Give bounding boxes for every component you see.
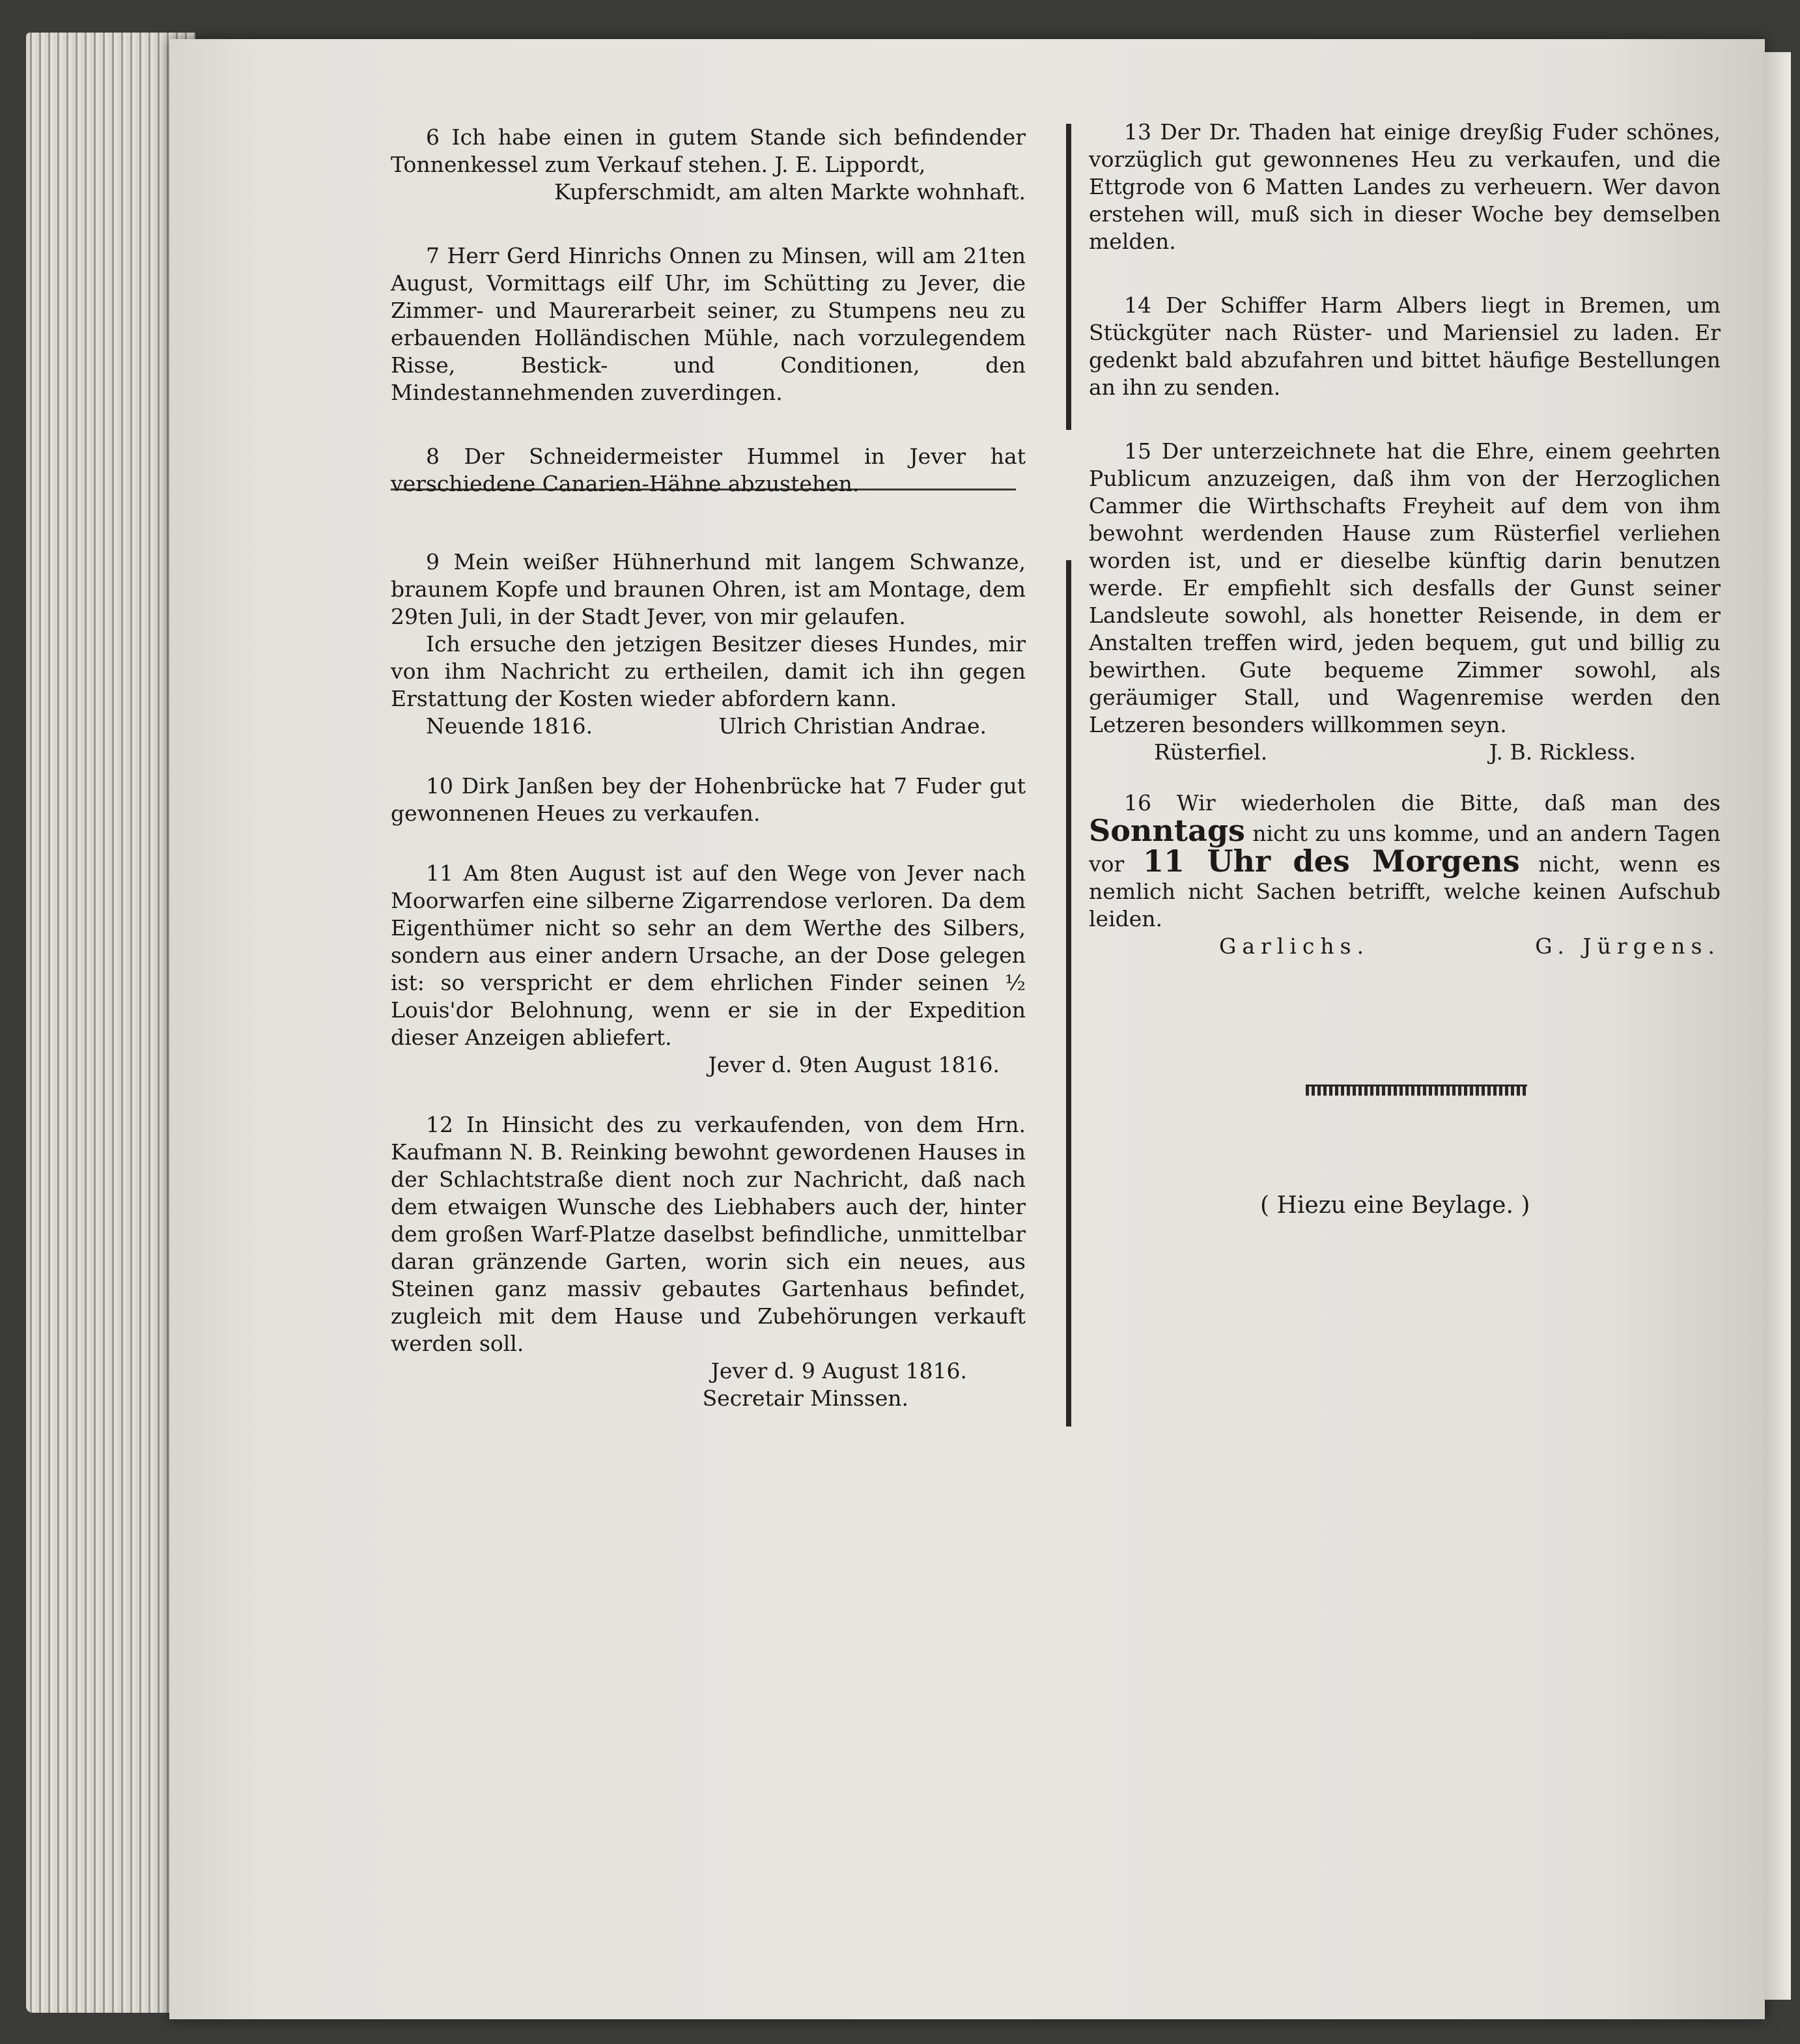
ad-15-name: J. B. Rickless. (1489, 739, 1636, 765)
ad-14 (1089, 292, 1721, 401)
ad-12-date: Jever d. 9 August 1816. (710, 1358, 967, 1384)
ad-16-text (1089, 789, 1721, 933)
ad-7 (391, 242, 1026, 406)
ad-11-signature: Jever d. 9ten August 1816. (708, 1052, 1000, 1077)
ad-10 (391, 773, 1026, 827)
ad-12-text: 12 In Hinsicht des zu verkaufenden, von dem Hrn. Kaufmann N. B. Reinking bewohnt gewordenen Hauses in der Schlachtstraße dient noch zur Nachricht, daß nach dem etwaigen Wunsche des Liebhabers auch der, hinter dem großen Warf-Platze daselbst befindliche, unmittelbar daran gränzende Garten, worin sich ein neues, aus Steinen ganz massiv gebautes Gartenhaus befindet, zugleich mit dem Hause und Zubehörungen verkauft werden soll. (391, 1112, 1026, 1356)
ad-12 (391, 1111, 1026, 1412)
ad-13-text: 13 Der Dr. Thaden hat einige dreyßig Fuder schönes, vorzüglich gut gewonnenes Heu zu verkaufen, und die Ettgrode von 6 Matten Landes zu verheuern. Wer davon erstehen will, muß sich in dieser Woche bey demselben melden. (1089, 119, 1721, 254)
ad-16-time: 11 Uhr des Morgens (1143, 844, 1520, 879)
ad-16-pre: 16 Wir wiederholen die Bitte, daß man des (1124, 790, 1721, 816)
ad-16-sunday: Sonntags (1089, 813, 1245, 848)
ad-9 (391, 548, 1026, 740)
ad-16-post: nicht, wenn es nemlich nicht Sachen betrifft, welche keinen Aufschub leiden. (1089, 851, 1721, 931)
ad-8-text: 8 Der Schneidermeister Hummel in Jever hat verschiedene Canarien-Hähne abzustehen. (391, 444, 1026, 496)
facing-page-edge (1765, 52, 1791, 2000)
ad-15 (1089, 438, 1721, 766)
ad-15-signature (1089, 739, 1721, 766)
right-column (1089, 119, 1721, 981)
ad-9-text-2: Ich ersuche den jetzigen Besitzer dieses Hundes, mir von ihm Nachricht zu ertheilen, damit ich ihn gegen Erstattung der Kosten wieder abfordern kann. (391, 631, 1026, 711)
ad-16-sig-2: G. Jürgens. (1535, 933, 1721, 959)
ad-13 (1089, 119, 1721, 255)
ad-16-sig-1: Garlichs. (1219, 933, 1370, 959)
ad-12-signature: Secretair Minssen. (702, 1385, 908, 1411)
ad-11 (391, 860, 1026, 1079)
left-column (391, 124, 1026, 1433)
ad-15-text: 15 Der unterzeichnete hat die Ehre, einem geehrten Publicum anzuzeigen, daß ihm von der Herzoglichen Cammer die Wirthschafts Freyheit auf dem von ihm bewohnt werdenden Hause zum Rüsterfiel verliehen worden ist, und er dieselbe künftig darin benutzen werde. Er empfiehlt sich desfalls der Gunst seiner Landsleute sowohl, als honetter Reisende, in dem er Anstalten treffen wird, jeden bequem, gut und billig zu bewirthen. Gute bequeme Zimmer sowohl, als geräumiger Stall, und Wagenremise werden den Letzeren besonders willkommen seyn. (1089, 438, 1721, 737)
ad-9-place: Neuende 1816. (426, 713, 593, 739)
ad-8 (391, 443, 1026, 498)
ad-16-signature (1089, 933, 1721, 960)
column-separator-bottom (1066, 560, 1071, 1427)
ad-14-text: 14 Der Schiffer Harm Albers liegt in Bremen, um Stückgüter nach Rüster- und Mariensiel zu laden. Er gedenkt bald abzufahren und bittet häufige Bestellungen an ihn zu senden. (1089, 292, 1721, 400)
column-separator-top (1066, 124, 1071, 430)
ad-6 (391, 124, 1026, 206)
ad-9-text: 9 Mein weißer Hühnerhund mit langem Schwanze, braunem Kopfe und braunen Ohren, ist am Montage, dem 29ten Juli, in der Stadt Jever, von mir gelaufen. (391, 549, 1026, 629)
ad-6-text: 6 Ich habe einen in gutem Stande sich befindender Tonnenkessel zum Verkauf stehen. J. E. Lippordt, (391, 124, 1026, 177)
ad-9-name: Ulrich Christian Andrae. (718, 713, 987, 739)
supplement-note: ( Hiezu eine Beylage. ) (1260, 1192, 1530, 1219)
ad-16 (1089, 789, 1721, 960)
ad-6-signature: Kupferschmidt, am alten Markte wohnhaft. (554, 179, 1026, 205)
ad-11-text: 11 Am 8ten August ist auf den Wege von Jever nach Moorwarfen eine silberne Zigarrendose verloren. Da dem Eigenthümer nicht so sehr an dem Werthe des Silbers, sondern aus einer andern Ursache, an der Dose gelegen ist: so verspricht er dem ehrlichen Finder seinen ½ Louis'dor Belohnung, wenn er sie in der Expedition dieser Anzeigen abliefert. (391, 860, 1026, 1050)
ad-7-text: 7 Herr Gerd Hinrichs Onnen zu Minsen, will am 21ten August, Vormittags eilf Uhr, im Schütting zu Jever, die Zimmer- und Maurerarbeit seiner, zu Stumpens neu zu erbauenden Holländischen Mühle, nach vorzulegendem Risse, Bestick- und Conditionen, den Mindestannehmenden zuverdingen. (391, 243, 1026, 405)
ad-9-signature (391, 713, 1026, 740)
ad-10-text: 10 Dirk Janßen bey der Hohenbrücke hat 7 Fuder gut gewonnenen Heues zu verkaufen. (391, 773, 1026, 826)
ad-15-place: Rüsterfiel. (1154, 739, 1268, 765)
ad-16-mid: nicht zu uns komme, und an andern Tagen vor (1089, 821, 1721, 877)
ornamental-divider (1306, 1085, 1527, 1096)
